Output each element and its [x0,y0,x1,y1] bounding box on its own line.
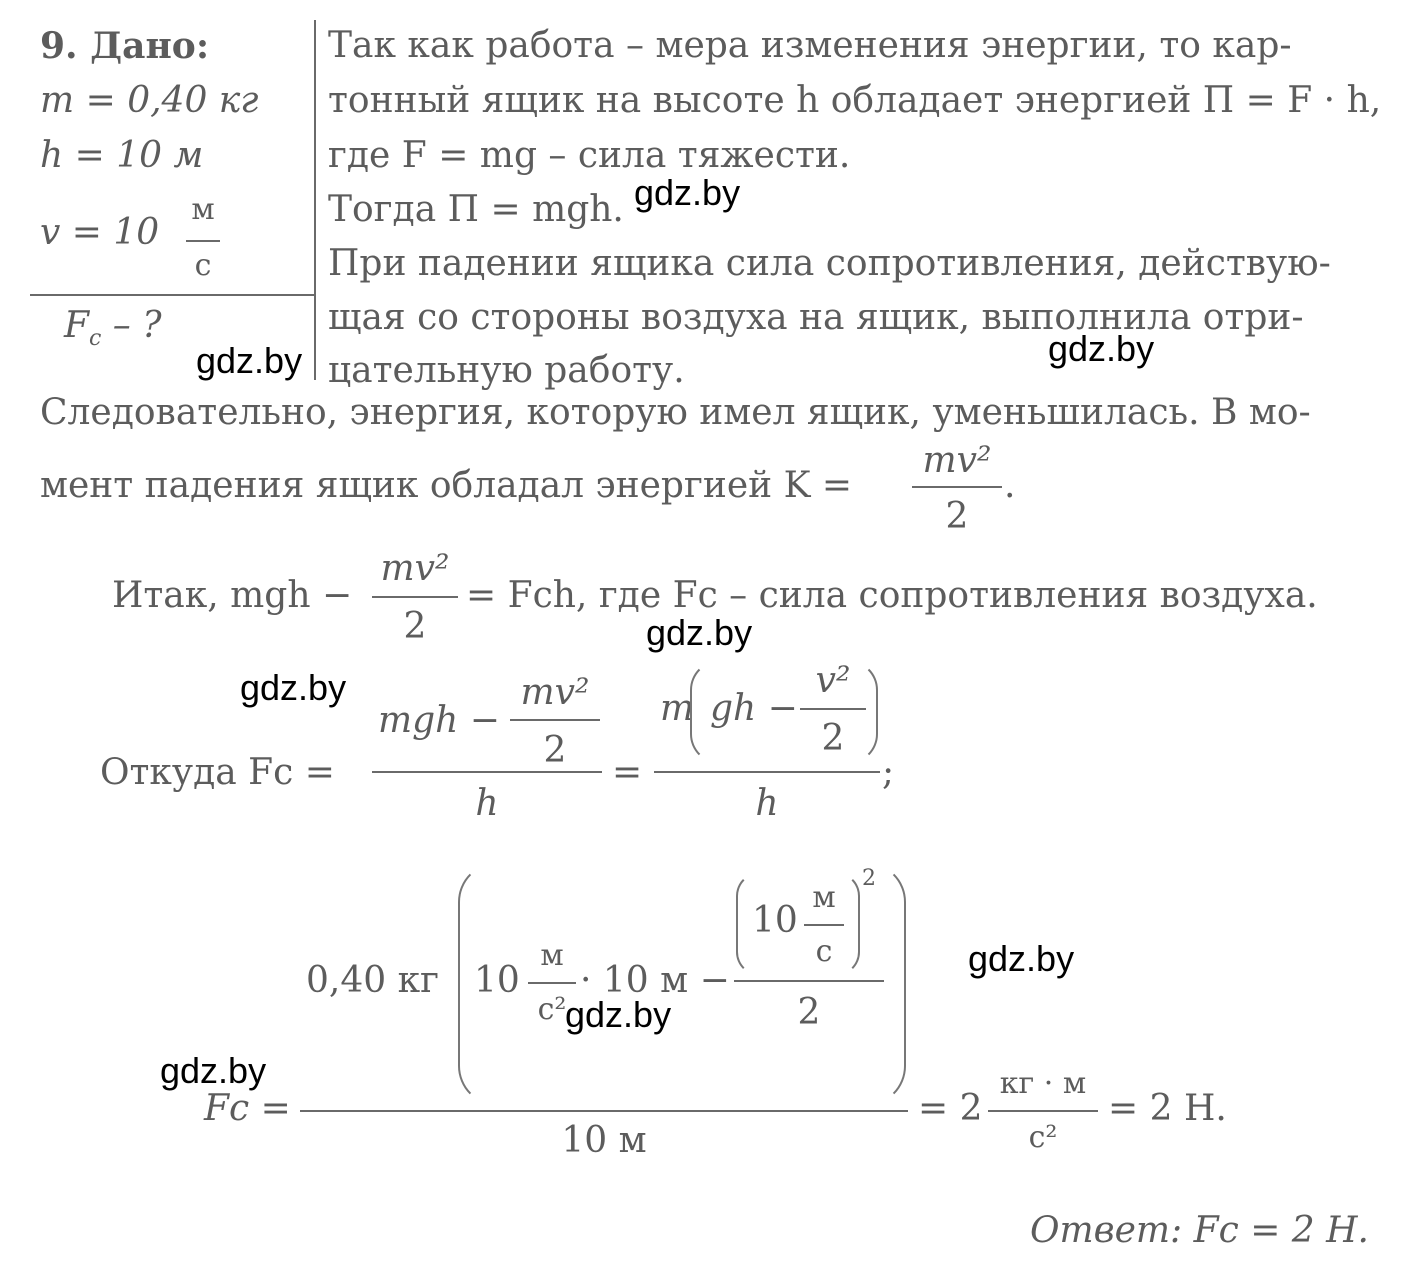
itak-fraction-bar [372,596,458,598]
paragraph-line: мент падения ящик обладал энергией K = [40,465,853,506]
calc-v-unit-bar [804,924,844,926]
calc-g-value: 10 [474,960,520,1001]
calc-v-value: 10 [752,900,798,941]
watermark: gdz.by [1048,328,1155,369]
otkuda-num2-m: m [660,688,695,729]
calc-v-unit-den: с [815,934,833,969]
otkuda-num1-frac-den: 2 [543,730,567,771]
calc-main-den: 10 м [561,1120,647,1161]
watermark: gdz.by [240,667,347,708]
solution-line: тонный ящик на высоте h обладает энергией П = F · h, [328,80,1382,121]
calc-square: 2 [862,866,876,891]
given-height: h = 10 м [40,135,204,176]
otkuda-num2-frac-den: 2 [821,718,845,759]
itak-prefix: Итак, mgh − [112,575,353,616]
calc-mass: 0,40 кг [306,960,439,1001]
calc-inner-den: 2 [797,992,821,1033]
calc-g-unit-num: м [540,938,564,973]
solution-line: При падении ящика сила сопротивления, действую- [328,243,1331,284]
given-divider [30,294,316,296]
calc-result-unit-bar [988,1110,1098,1112]
otkuda-main-bar2 [654,771,880,773]
kinetic-period: . [1004,465,1016,506]
itak-suffix: = Fch, где Fc – сила сопротивления воздуха. [466,575,1318,616]
otkuda-num2-frac-bar [800,708,866,710]
given-v-unit-num: м [191,192,215,227]
kinetic-fraction-bar [912,486,1002,488]
otkuda-num1-frac-bar [510,719,600,721]
calc-v-unit-num: м [812,880,836,915]
given-velocity: v = 10 [40,212,160,253]
watermark: gdz.by [646,612,753,653]
calc-Fc-label: Fc = [204,1088,291,1129]
calc-g-unit-den: с² [537,992,567,1027]
calc-dot-h: · 10 м − [580,960,730,1001]
otkuda-num1-term: mgh − [378,700,500,741]
otkuda-num2-frac-num: v² [815,660,851,701]
otkuda-den2: h [755,783,779,824]
itak-fraction-den: 2 [403,606,427,647]
watermark: gdz.by [160,1050,267,1091]
semicolon: ; [882,752,895,793]
watermark: gdz.by [565,994,672,1035]
kinetic-fraction-num: mv² [922,440,992,481]
otkuda-num2-term: gh − [710,688,798,729]
equals-sign: = [612,752,643,793]
solution-line: где F = mg – сила тяжести. [328,135,851,176]
solution-line: щая со стороны воздуха на ящик, выполнила отри- [328,297,1304,338]
solution-line: Так как работа – мера изменения энергии, то кар- [328,25,1292,66]
otkuda-den1: h [475,783,499,824]
calc-g-unit-bar [528,982,576,984]
solution-line: цательную работу. [328,350,685,391]
solution-line: Тогда П = mgh. [328,189,624,230]
given-v-unit-den: с [194,248,212,283]
calc-inner-bar [734,980,884,982]
otkuda-num1-frac-num: mv² [520,672,590,713]
kinetic-fraction-den: 2 [945,496,969,537]
otkuda-main-bar1 [372,771,602,773]
given-mass: m = 0,40 кг [40,80,259,121]
watermark: gdz.by [634,172,741,213]
given-vertical-divider [314,20,316,380]
given-v-unit-bar [186,240,220,242]
paragraph-line: Следовательно, энергия, которую имел ящик, уменьшилась. В мо- [40,392,1311,433]
calc-result-unit-den: с² [1028,1120,1058,1155]
answer: Ответ: Fc = 2 Н. [1030,1210,1369,1251]
problem-number: 9. Дано: [40,25,210,67]
calc-result-prefix: = 2 [918,1088,983,1129]
otkuda-label: Откуда Fc = [100,752,335,793]
calc-main-bar [300,1110,908,1112]
calc-result-unit-num: кг · м [999,1066,1087,1101]
find-quantity: $F_c$ – ? [64,305,162,352]
watermark: gdz.by [196,340,303,381]
watermark: gdz.by [968,938,1075,979]
calc-result-suffix: = 2 Н. [1108,1088,1227,1129]
itak-fraction-num: mv² [380,548,450,589]
